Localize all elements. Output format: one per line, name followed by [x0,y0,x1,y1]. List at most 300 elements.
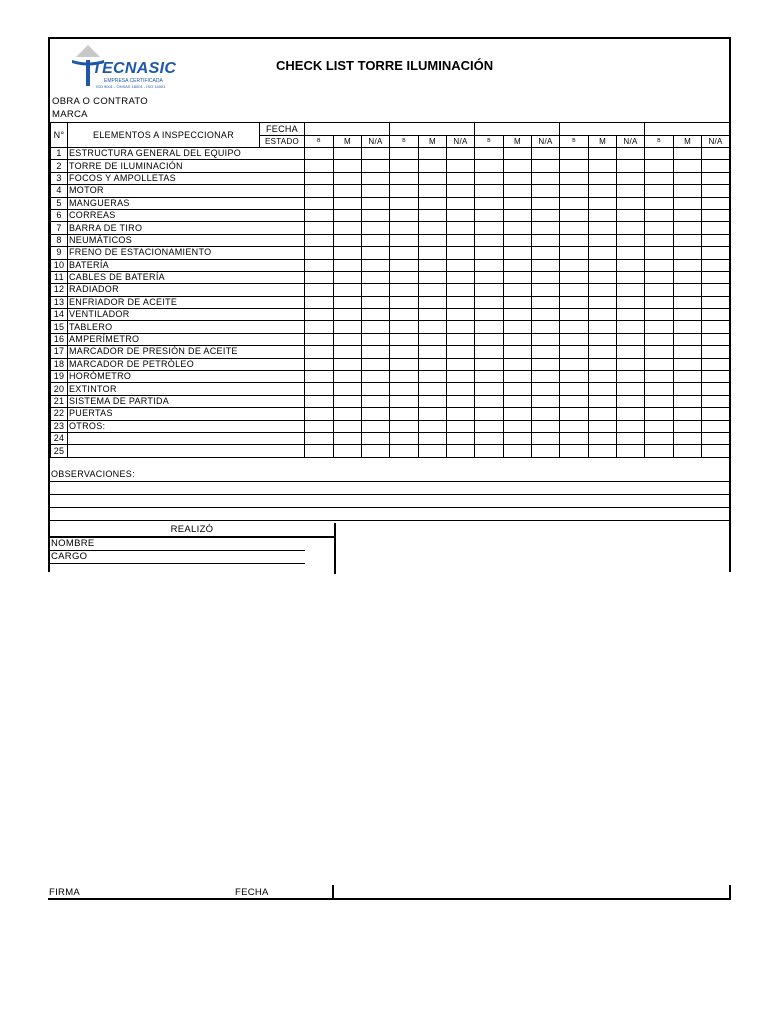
check-cell[interactable] [589,259,617,271]
check-cell[interactable] [305,234,334,246]
check-cell[interactable] [305,247,334,259]
check-cell[interactable] [362,148,390,160]
check-cell[interactable] [305,222,334,234]
check-cell[interactable] [390,346,419,358]
check-cell[interactable] [419,432,447,444]
check-cell[interactable] [447,395,475,407]
check-cell[interactable] [504,160,532,172]
check-cell[interactable] [702,395,730,407]
check-cell[interactable] [334,321,362,333]
check-cell[interactable] [702,160,730,172]
check-cell[interactable] [504,185,532,197]
check-cell[interactable] [475,358,504,370]
check-cell[interactable] [702,197,730,209]
date-input-cell[interactable] [475,123,560,136]
check-cell[interactable] [674,445,702,457]
check-cell[interactable] [390,420,419,432]
check-cell[interactable] [589,222,617,234]
check-cell[interactable] [390,445,419,457]
check-cell[interactable] [617,197,645,209]
check-cell[interactable] [362,358,390,370]
check-cell[interactable] [617,371,645,383]
check-cell[interactable] [504,432,532,444]
check-cell[interactable] [645,160,674,172]
check-cell[interactable] [447,234,475,246]
check-cell[interactable] [475,247,504,259]
check-cell[interactable] [504,309,532,321]
check-cell[interactable] [305,371,334,383]
check-cell[interactable] [334,172,362,184]
check-cell[interactable] [589,383,617,395]
check-cell[interactable] [334,346,362,358]
check-cell[interactable] [390,309,419,321]
check-cell[interactable] [390,408,419,420]
check-cell[interactable] [645,296,674,308]
check-cell[interactable] [362,408,390,420]
check-cell[interactable] [475,160,504,172]
check-cell[interactable] [504,247,532,259]
check-cell[interactable] [475,408,504,420]
check-cell[interactable] [475,271,504,283]
check-cell[interactable] [617,222,645,234]
check-cell[interactable] [617,259,645,271]
check-cell[interactable] [674,209,702,221]
check-cell[interactable] [390,197,419,209]
check-cell[interactable] [560,148,589,160]
check-cell[interactable] [390,148,419,160]
check-cell[interactable] [447,148,475,160]
check-cell[interactable] [334,371,362,383]
check-cell[interactable] [560,172,589,184]
check-cell[interactable] [305,346,334,358]
check-cell[interactable] [532,234,560,246]
check-cell[interactable] [617,148,645,160]
check-cell[interactable] [560,309,589,321]
check-cell[interactable] [617,383,645,395]
check-cell[interactable] [334,395,362,407]
check-cell[interactable] [589,358,617,370]
check-cell[interactable] [334,445,362,457]
check-cell[interactable] [447,271,475,283]
check-cell[interactable] [362,395,390,407]
check-cell[interactable] [702,358,730,370]
check-cell[interactable] [702,296,730,308]
check-cell[interactable] [447,172,475,184]
check-cell[interactable] [617,296,645,308]
check-cell[interactable] [390,284,419,296]
check-cell[interactable] [589,247,617,259]
check-cell[interactable] [334,296,362,308]
check-cell[interactable] [674,271,702,283]
check-cell[interactable] [447,333,475,345]
check-cell[interactable] [504,271,532,283]
check-cell[interactable] [589,296,617,308]
check-cell[interactable] [674,197,702,209]
check-cell[interactable] [305,445,334,457]
check-cell[interactable] [362,309,390,321]
check-cell[interactable] [447,432,475,444]
check-cell[interactable] [560,284,589,296]
check-cell[interactable] [560,445,589,457]
check-cell[interactable] [419,346,447,358]
check-cell[interactable] [617,185,645,197]
check-cell[interactable] [532,148,560,160]
check-cell[interactable] [702,346,730,358]
check-cell[interactable] [419,333,447,345]
check-cell[interactable] [532,346,560,358]
check-cell[interactable] [560,185,589,197]
check-cell[interactable] [419,172,447,184]
check-cell[interactable] [702,222,730,234]
check-cell[interactable] [390,209,419,221]
check-cell[interactable] [504,172,532,184]
check-cell[interactable] [504,222,532,234]
check-cell[interactable] [617,160,645,172]
check-cell[interactable] [362,346,390,358]
check-cell[interactable] [390,296,419,308]
check-cell[interactable] [305,148,334,160]
check-cell[interactable] [674,172,702,184]
check-cell[interactable] [532,197,560,209]
check-cell[interactable] [560,160,589,172]
check-cell[interactable] [560,432,589,444]
check-cell[interactable] [645,259,674,271]
check-cell[interactable] [447,222,475,234]
check-cell[interactable] [447,383,475,395]
check-cell[interactable] [390,172,419,184]
check-cell[interactable] [702,432,730,444]
check-cell[interactable] [305,160,334,172]
check-cell[interactable] [532,432,560,444]
check-cell[interactable] [419,185,447,197]
check-cell[interactable] [305,420,334,432]
check-cell[interactable] [645,222,674,234]
check-cell[interactable] [447,371,475,383]
check-cell[interactable] [305,309,334,321]
check-cell[interactable] [589,309,617,321]
check-cell[interactable] [475,148,504,160]
check-cell[interactable] [674,395,702,407]
check-cell[interactable] [617,172,645,184]
observation-line[interactable] [50,508,730,521]
check-cell[interactable] [702,408,730,420]
check-cell[interactable] [532,371,560,383]
check-cell[interactable] [560,259,589,271]
check-cell[interactable] [362,321,390,333]
check-cell[interactable] [702,259,730,271]
check-cell[interactable] [532,160,560,172]
check-cell[interactable] [674,358,702,370]
check-cell[interactable] [617,321,645,333]
check-cell[interactable] [362,420,390,432]
observation-line[interactable] [50,482,730,495]
check-cell[interactable] [589,395,617,407]
check-cell[interactable] [532,259,560,271]
check-cell[interactable] [645,185,674,197]
check-cell[interactable] [589,185,617,197]
check-cell[interactable] [362,172,390,184]
check-cell[interactable] [617,247,645,259]
check-cell[interactable] [532,247,560,259]
check-cell[interactable] [702,148,730,160]
check-cell[interactable] [362,296,390,308]
check-cell[interactable] [674,259,702,271]
check-cell[interactable] [362,284,390,296]
check-cell[interactable] [334,148,362,160]
check-cell[interactable] [390,333,419,345]
check-cell[interactable] [504,408,532,420]
check-cell[interactable] [305,197,334,209]
check-cell[interactable] [645,321,674,333]
check-cell[interactable] [702,309,730,321]
check-cell[interactable] [305,383,334,395]
check-cell[interactable] [305,172,334,184]
check-cell[interactable] [589,160,617,172]
check-cell[interactable] [334,234,362,246]
check-cell[interactable] [645,284,674,296]
check-cell[interactable] [674,432,702,444]
check-cell[interactable] [419,296,447,308]
check-cell[interactable] [390,395,419,407]
check-cell[interactable] [305,432,334,444]
check-cell[interactable] [702,284,730,296]
check-cell[interactable] [390,234,419,246]
check-cell[interactable] [419,309,447,321]
check-cell[interactable] [447,321,475,333]
check-cell[interactable] [475,371,504,383]
check-cell[interactable] [362,445,390,457]
check-cell[interactable] [674,160,702,172]
check-cell[interactable] [674,408,702,420]
check-cell[interactable] [475,209,504,221]
check-cell[interactable] [447,408,475,420]
check-cell[interactable] [419,383,447,395]
check-cell[interactable] [674,185,702,197]
check-cell[interactable] [475,259,504,271]
check-cell[interactable] [702,247,730,259]
check-cell[interactable] [589,408,617,420]
check-cell[interactable] [334,185,362,197]
check-cell[interactable] [475,346,504,358]
check-cell[interactable] [390,383,419,395]
date-input-cell[interactable] [390,123,475,136]
check-cell[interactable] [504,346,532,358]
check-cell[interactable] [334,284,362,296]
check-cell[interactable] [589,197,617,209]
check-cell[interactable] [532,408,560,420]
check-cell[interactable] [447,284,475,296]
check-cell[interactable] [390,358,419,370]
check-cell[interactable] [419,197,447,209]
check-cell[interactable] [589,346,617,358]
check-cell[interactable] [674,222,702,234]
check-cell[interactable] [475,222,504,234]
check-cell[interactable] [504,296,532,308]
check-cell[interactable] [334,408,362,420]
check-cell[interactable] [334,420,362,432]
check-cell[interactable] [560,371,589,383]
check-cell[interactable] [447,160,475,172]
check-cell[interactable] [617,432,645,444]
check-cell[interactable] [560,346,589,358]
check-cell[interactable] [419,445,447,457]
check-cell[interactable] [617,234,645,246]
date-input-cell[interactable] [560,123,645,136]
check-cell[interactable] [645,432,674,444]
check-cell[interactable] [589,445,617,457]
check-cell[interactable] [560,222,589,234]
check-cell[interactable] [419,234,447,246]
check-cell[interactable] [504,321,532,333]
check-cell[interactable] [305,271,334,283]
check-cell[interactable] [560,197,589,209]
check-cell[interactable] [560,395,589,407]
check-cell[interactable] [447,445,475,457]
check-cell[interactable] [447,209,475,221]
check-cell[interactable] [447,420,475,432]
check-cell[interactable] [390,371,419,383]
check-cell[interactable] [362,259,390,271]
check-cell[interactable] [504,284,532,296]
check-cell[interactable] [447,185,475,197]
check-cell[interactable] [645,172,674,184]
check-cell[interactable] [645,247,674,259]
check-cell[interactable] [305,408,334,420]
check-cell[interactable] [617,333,645,345]
check-cell[interactable] [617,271,645,283]
check-cell[interactable] [645,395,674,407]
check-cell[interactable] [645,346,674,358]
check-cell[interactable] [334,432,362,444]
check-cell[interactable] [674,247,702,259]
check-cell[interactable] [532,333,560,345]
check-cell[interactable] [589,172,617,184]
check-cell[interactable] [532,445,560,457]
check-cell[interactable] [475,395,504,407]
check-cell[interactable] [334,197,362,209]
check-cell[interactable] [419,209,447,221]
check-cell[interactable] [362,160,390,172]
check-cell[interactable] [362,234,390,246]
check-cell[interactable] [475,197,504,209]
check-cell[interactable] [447,346,475,358]
check-cell[interactable] [674,371,702,383]
check-cell[interactable] [674,296,702,308]
check-cell[interactable] [334,222,362,234]
check-cell[interactable] [702,371,730,383]
check-cell[interactable] [390,222,419,234]
check-cell[interactable] [334,259,362,271]
date-input-cell[interactable] [305,123,390,136]
check-cell[interactable] [305,259,334,271]
check-cell[interactable] [532,383,560,395]
check-cell[interactable] [560,271,589,283]
check-cell[interactable] [504,358,532,370]
check-cell[interactable] [475,420,504,432]
check-cell[interactable] [305,333,334,345]
check-cell[interactable] [390,271,419,283]
check-cell[interactable] [419,420,447,432]
check-cell[interactable] [674,234,702,246]
check-cell[interactable] [419,321,447,333]
check-cell[interactable] [674,321,702,333]
check-cell[interactable] [589,234,617,246]
check-cell[interactable] [532,395,560,407]
check-cell[interactable] [589,209,617,221]
check-cell[interactable] [447,296,475,308]
check-cell[interactable] [419,160,447,172]
check-cell[interactable] [504,383,532,395]
check-cell[interactable] [589,271,617,283]
check-cell[interactable] [560,247,589,259]
check-cell[interactable] [617,420,645,432]
check-cell[interactable] [504,333,532,345]
check-cell[interactable] [419,395,447,407]
check-cell[interactable] [560,358,589,370]
check-cell[interactable] [362,333,390,345]
check-cell[interactable] [532,420,560,432]
check-cell[interactable] [617,346,645,358]
check-cell[interactable] [475,432,504,444]
check-cell[interactable] [645,148,674,160]
check-cell[interactable] [645,371,674,383]
check-cell[interactable] [617,209,645,221]
cargo-field[interactable]: CARGO [50,551,305,564]
check-cell[interactable] [532,172,560,184]
check-cell[interactable] [532,271,560,283]
check-cell[interactable] [532,222,560,234]
check-cell[interactable] [617,309,645,321]
check-cell[interactable] [560,333,589,345]
check-cell[interactable] [419,222,447,234]
check-cell[interactable] [702,420,730,432]
check-cell[interactable] [702,185,730,197]
check-cell[interactable] [390,247,419,259]
check-cell[interactable] [532,321,560,333]
check-cell[interactable] [589,284,617,296]
check-cell[interactable] [645,271,674,283]
check-cell[interactable] [645,408,674,420]
check-cell[interactable] [419,271,447,283]
check-cell[interactable] [702,271,730,283]
check-cell[interactable] [560,234,589,246]
nombre-field[interactable]: NOMBRE [50,538,305,551]
check-cell[interactable] [419,371,447,383]
check-cell[interactable] [702,383,730,395]
check-cell[interactable] [362,209,390,221]
check-cell[interactable] [532,309,560,321]
check-cell[interactable] [475,333,504,345]
check-cell[interactable] [305,296,334,308]
check-cell[interactable] [334,309,362,321]
check-cell[interactable] [504,420,532,432]
check-cell[interactable] [504,445,532,457]
check-cell[interactable] [674,284,702,296]
check-cell[interactable] [560,408,589,420]
check-cell[interactable] [362,185,390,197]
check-cell[interactable] [645,383,674,395]
check-cell[interactable] [475,234,504,246]
check-cell[interactable] [305,185,334,197]
check-cell[interactable] [475,321,504,333]
check-cell[interactable] [362,371,390,383]
check-cell[interactable] [419,247,447,259]
check-cell[interactable] [390,160,419,172]
check-cell[interactable] [419,408,447,420]
check-cell[interactable] [617,284,645,296]
check-cell[interactable] [645,420,674,432]
check-cell[interactable] [674,148,702,160]
